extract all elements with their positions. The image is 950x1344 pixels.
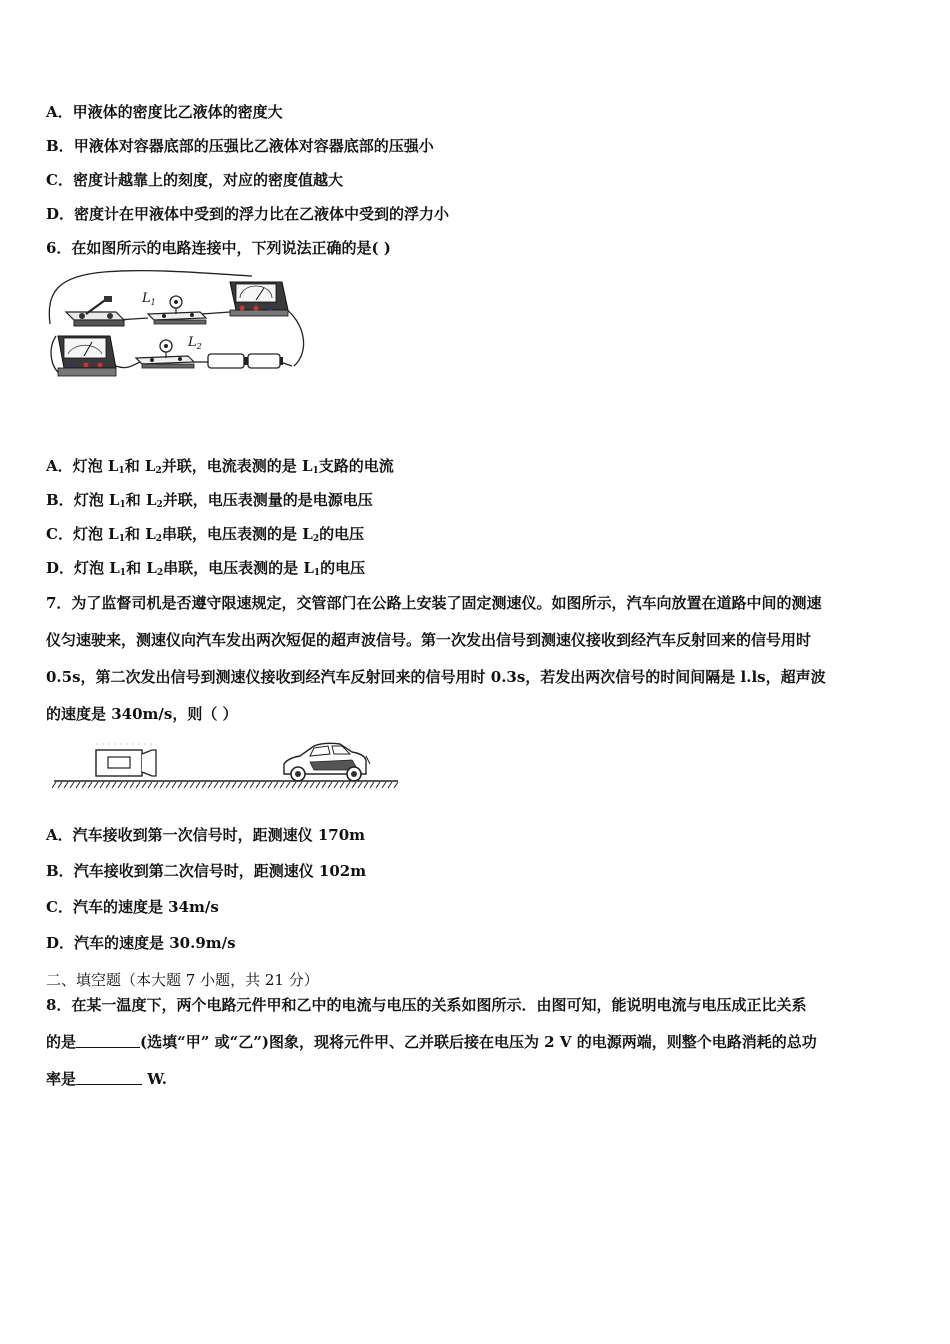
option-text: 灯泡 L	[73, 491, 120, 509]
q7-option-b	[46, 861, 366, 881]
q8-text: 率是	[46, 1070, 77, 1088]
option-text: 灯泡 L	[74, 559, 120, 577]
answer-blank-1[interactable]	[76, 1033, 140, 1048]
q6-option-d	[46, 558, 365, 583]
option-text: 和 L	[125, 525, 156, 543]
q8-text: (选填“甲” 或“乙”)图象，现将元件甲、乙并联后接在电压为 2 V 的电源两端，则整个电路消耗的总功	[140, 1033, 817, 1051]
option-letter: B．	[46, 137, 74, 155]
option-text: 串联，电压表测的是 L	[163, 559, 314, 577]
option-text: 和 L	[125, 491, 157, 509]
option-text: 灯泡 L	[72, 525, 119, 543]
option-text: 汽车的速度是 30.9m/s	[74, 934, 236, 952]
option-letter: C．	[46, 525, 73, 543]
q5-option-a	[46, 102, 283, 122]
lamp-l1	[148, 296, 206, 324]
ground-hatch	[52, 782, 398, 788]
subscript: 1	[313, 568, 321, 578]
q8-line-3	[46, 1069, 167, 1089]
option-letter: D．	[46, 205, 75, 223]
ammeter	[58, 336, 116, 376]
q7-stem-line-4: 的速度是 340m/s，则（ ）	[46, 705, 238, 723]
subscript: 2	[155, 534, 163, 544]
option-letter: B．	[46, 491, 74, 509]
option-text: 的电压	[320, 559, 366, 577]
option-text: 甲液体对容器底部的压强比乙液体对容器底部的压强小	[73, 137, 434, 155]
wire-ammeter-l2	[116, 362, 140, 368]
label-l2: $L_2$	[188, 335, 202, 351]
q7-option-c	[46, 897, 219, 917]
q7-option-a	[46, 825, 365, 845]
option-letter: A．	[46, 103, 73, 121]
q5-option-d	[46, 204, 449, 224]
q8-line-2	[46, 1032, 817, 1052]
subscript: 1	[312, 466, 319, 476]
option-text: 和 L	[126, 559, 157, 577]
option-text: 并联，电压表测量的是电源电压	[162, 491, 373, 509]
label-l1: $L_1$	[142, 291, 156, 307]
subscript: 1	[118, 534, 125, 544]
option-text: 甲液体的密度比乙液体的密度大	[72, 103, 283, 121]
car	[284, 743, 370, 781]
option-text: 串联，电压表测的是 L	[162, 525, 313, 543]
option-letter: D．	[46, 934, 75, 952]
q7-stem-line-1: 7．为了监督司机是否遵守限速规定，交管部门在公路上安装了固定测速仪。如图所示，汽车向放置在道路中间的测速	[46, 594, 822, 612]
switch	[66, 296, 124, 326]
q8-line-1: 8．在某一温度下，两个电路元件甲和乙中的电流与电压的关系如图所示．由图可知，能说明电流与电压成正比关系	[46, 996, 807, 1014]
q7-stem-line-3: 0.5s，第二次发出信号到测速仪接收到经汽车反射回来的信号用时 0.3s，若发出两次信号的时间间隔是 l.ls，超声波	[46, 668, 826, 686]
option-text: 支路的电流	[318, 457, 394, 475]
option-text: 灯泡 L	[72, 457, 119, 475]
option-text: 汽车的速度是 34m/s	[72, 898, 219, 916]
option-letter: B．	[46, 862, 74, 880]
voltmeter	[230, 282, 288, 316]
option-letter: D．	[46, 559, 75, 577]
option-text: 密度计在甲液体中受到的浮力比在乙液体中受到的浮力小	[74, 205, 450, 223]
circuit-figure	[44, 262, 310, 388]
subscript: 1	[118, 466, 125, 476]
q6-option-b	[46, 490, 373, 515]
speed-detector	[96, 744, 156, 776]
option-text: 密度计越靠上的刻度，对应的密度值越大	[72, 171, 343, 189]
lamp-l2	[136, 340, 194, 368]
speed-detector-figure	[52, 740, 400, 792]
q7-stem-line-2: 仪匀速驶来，测速仪向汽车发出两次短促的超声波信号。第一次发出信号到测速仪接收到经汽车反射回来的信号用时	[46, 631, 812, 649]
answer-blank-2[interactable]	[76, 1070, 142, 1085]
subscript: 2	[312, 534, 320, 544]
option-letter: A．	[46, 826, 73, 844]
q5-option-b	[46, 136, 434, 156]
subscript: 1	[119, 568, 127, 578]
option-letter: C．	[46, 898, 73, 916]
option-letter: A．	[46, 457, 73, 475]
option-text: 和 L	[124, 457, 156, 475]
q8-text: 的是	[46, 1033, 77, 1051]
q5-option-c	[46, 170, 343, 190]
subscript: 2	[156, 500, 163, 510]
subscript: 2	[156, 568, 164, 578]
option-text: 汽车接收到第二次信号时，距测速仪 102m	[73, 862, 367, 880]
q6-option-c	[46, 524, 364, 549]
option-letter: C．	[46, 171, 73, 189]
q6-stem: 6．在如图所示的电路连接中，下列说法正确的是( )	[46, 239, 391, 257]
option-text: 的电压	[319, 525, 365, 543]
subscript: 1	[119, 500, 126, 510]
q6-option-a	[46, 456, 394, 481]
option-text: 汽车接收到第一次信号时，距测速仪 170m	[72, 826, 366, 844]
q8-text: W.	[142, 1070, 167, 1088]
subscript: 2	[155, 466, 162, 476]
section-heading: 二、填空题（本大题 7 小题，共 21 分）	[46, 971, 319, 989]
battery-pack	[208, 354, 283, 368]
q7-option-d	[46, 933, 236, 953]
option-text: 并联，电流表测的是 L	[161, 457, 313, 475]
wire-l1-voltmeter	[202, 312, 230, 314]
